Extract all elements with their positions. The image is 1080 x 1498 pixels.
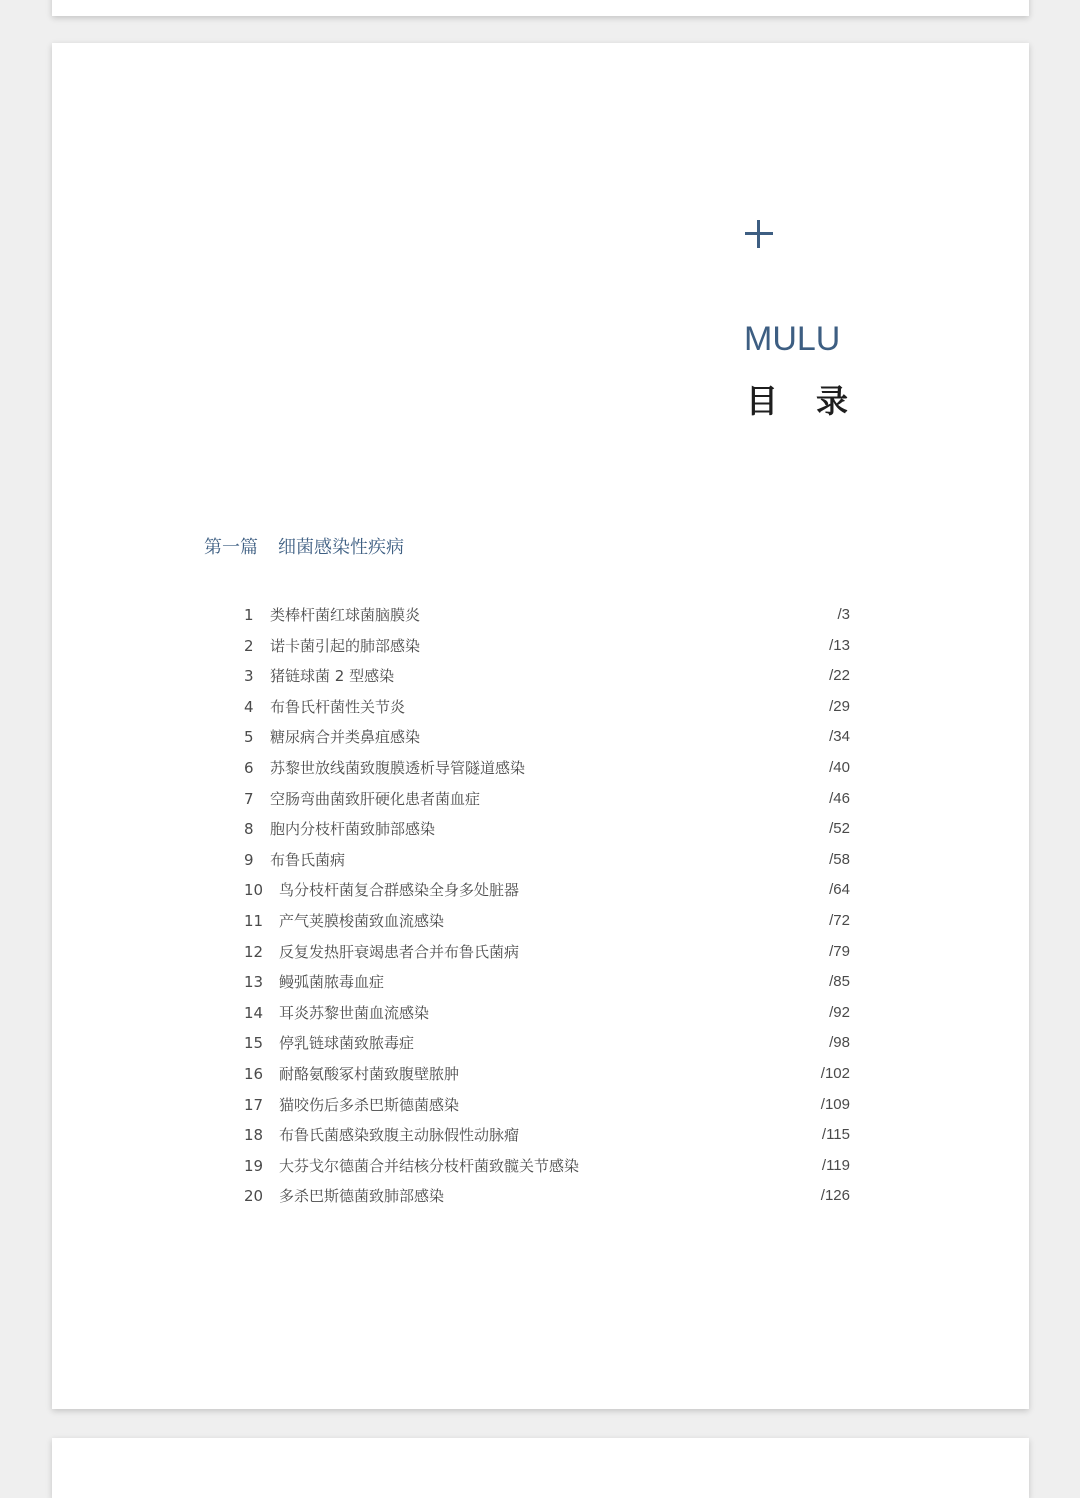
toc-list <box>244 600 850 1212</box>
toc-entry[interactable] <box>244 1151 850 1182</box>
toc-title: 布鲁氏杆菌性关节炎 <box>270 697 406 716</box>
toc-title: 布鲁氏菌感染致腹主动脉假性动脉瘤 <box>279 1126 520 1145</box>
toc-title: 耳炎苏黎世菌血流感染 <box>279 1003 430 1022</box>
toc-page-number: /58 <box>829 850 850 868</box>
toc-page-number: /34 <box>829 728 850 746</box>
toc-entry[interactable] <box>244 814 850 845</box>
toc-entry[interactable] <box>244 1028 850 1059</box>
toc-page-number: /98 <box>829 1034 850 1052</box>
toc-number: 13 <box>244 973 264 992</box>
toc-number: 19 <box>244 1156 264 1175</box>
toc-title: 空肠弯曲菌致肝硬化患者菌血症 <box>270 789 481 808</box>
toc-page-number: /109 <box>820 1095 850 1113</box>
toc-number: 20 <box>244 1187 264 1206</box>
toc-number: 8 <box>244 820 254 839</box>
toc-title: 苏黎世放线菌致腹膜透析导管隧道感染 <box>270 758 526 777</box>
toc-page-number: /46 <box>829 789 850 807</box>
toc-title: 猫咬伤后多杀巴斯德菌感染 <box>279 1095 460 1114</box>
toc-page-number: /79 <box>829 942 850 960</box>
toc-title: 布鲁氏菌病 <box>270 850 346 869</box>
toc-page-number: /64 <box>829 881 850 899</box>
toc-number: 12 <box>244 942 264 961</box>
toc-number: 2 <box>244 636 254 655</box>
toc-number: 10 <box>244 881 264 900</box>
toc-entry[interactable] <box>244 1181 850 1212</box>
toc-number: 17 <box>244 1095 264 1114</box>
toc-number: 7 <box>244 789 254 808</box>
toc-page-number: /92 <box>829 1003 850 1021</box>
toc-entry[interactable] <box>244 845 850 876</box>
toc-title: 反复发热肝衰竭患者合并布鲁氏菌病 <box>279 942 520 961</box>
toc-title: 鳗弧菌脓毒血症 <box>279 973 385 992</box>
toc-page-number: /119 <box>821 1156 850 1174</box>
toc-number: 14 <box>244 1003 264 1022</box>
toc-page-number: /13 <box>829 636 850 654</box>
toc-entry[interactable] <box>244 692 850 723</box>
toc-page-number: /29 <box>829 697 850 715</box>
part-heading <box>204 535 404 561</box>
toc-entry[interactable] <box>244 1120 850 1151</box>
toc-title: 鸟分枝杆菌复合群感染全身多处脏器 <box>279 881 520 900</box>
toc-page-number: /115 <box>821 1126 850 1144</box>
next-page-sheet <box>52 1438 1029 1498</box>
toc-entry[interactable] <box>244 1090 850 1121</box>
toc-title: 耐酪氨酸冢村菌致腹壁脓肿 <box>279 1064 460 1083</box>
toc-entry[interactable] <box>244 937 850 968</box>
toc-title: 糖尿病合并类鼻疽感染 <box>270 728 421 747</box>
toc-number: 9 <box>244 850 254 869</box>
toc-title: 产气荚膜梭菌致血流感染 <box>279 911 445 930</box>
toc-title: 停乳链球菌致脓毒症 <box>279 1034 415 1053</box>
toc-page-number: /40 <box>829 758 850 776</box>
part-title: 细菌感染性疾病 <box>278 537 404 558</box>
toc-number: 16 <box>244 1064 264 1083</box>
toc-page-number: /85 <box>829 973 850 991</box>
toc-title: 诺卡菌引起的肺部感染 <box>270 636 421 655</box>
toc-entry[interactable] <box>244 661 850 692</box>
toc-number: 5 <box>244 728 254 747</box>
toc-title: 多杀巴斯德菌致肺部感染 <box>279 1187 445 1206</box>
plus-icon <box>744 219 774 249</box>
title-pinyin: MULU <box>744 320 841 358</box>
toc-entry[interactable] <box>244 1059 850 1090</box>
toc-number: 18 <box>244 1126 264 1145</box>
toc-page-number: /126 <box>820 1187 850 1205</box>
toc-page-number: /102 <box>820 1064 850 1082</box>
toc-title: 类棒杆菌红球菌脑膜炎 <box>270 606 421 624</box>
part-label: 第一篇 <box>204 537 258 558</box>
toc-title: 胞内分枝杆菌致肺部感染 <box>270 820 436 839</box>
toc-number: 11 <box>244 911 264 930</box>
toc-page-number: /22 <box>829 667 850 685</box>
toc-page-number: /3 <box>837 606 850 623</box>
toc-entry[interactable] <box>244 998 850 1029</box>
toc-entry[interactable] <box>244 967 850 998</box>
toc-entry[interactable] <box>244 784 850 815</box>
toc-title: 猪链球菌 2 型感染 <box>270 667 395 686</box>
toc-entry[interactable] <box>244 906 850 937</box>
toc-entry[interactable] <box>244 722 850 753</box>
toc-number: 15 <box>244 1034 264 1053</box>
toc-number: 4 <box>244 697 254 716</box>
toc-title: 大芬戈尔德菌合并结核分枝杆菌致髋关节感染 <box>279 1156 580 1175</box>
toc-number: 1 <box>244 606 254 624</box>
toc-number: 3 <box>244 667 254 686</box>
title-chinese: 目录 <box>746 382 887 420</box>
toc-entry[interactable] <box>244 875 850 906</box>
toc-entry[interactable] <box>244 600 850 631</box>
toc-page-number: /52 <box>829 820 850 838</box>
toc-entry[interactable] <box>244 753 850 784</box>
previous-page-sheet <box>52 0 1029 16</box>
toc-page-number: /72 <box>829 911 850 929</box>
toc-page-sheet <box>52 43 1029 1409</box>
toc-entry[interactable] <box>244 631 850 662</box>
toc-number: 6 <box>244 758 254 777</box>
